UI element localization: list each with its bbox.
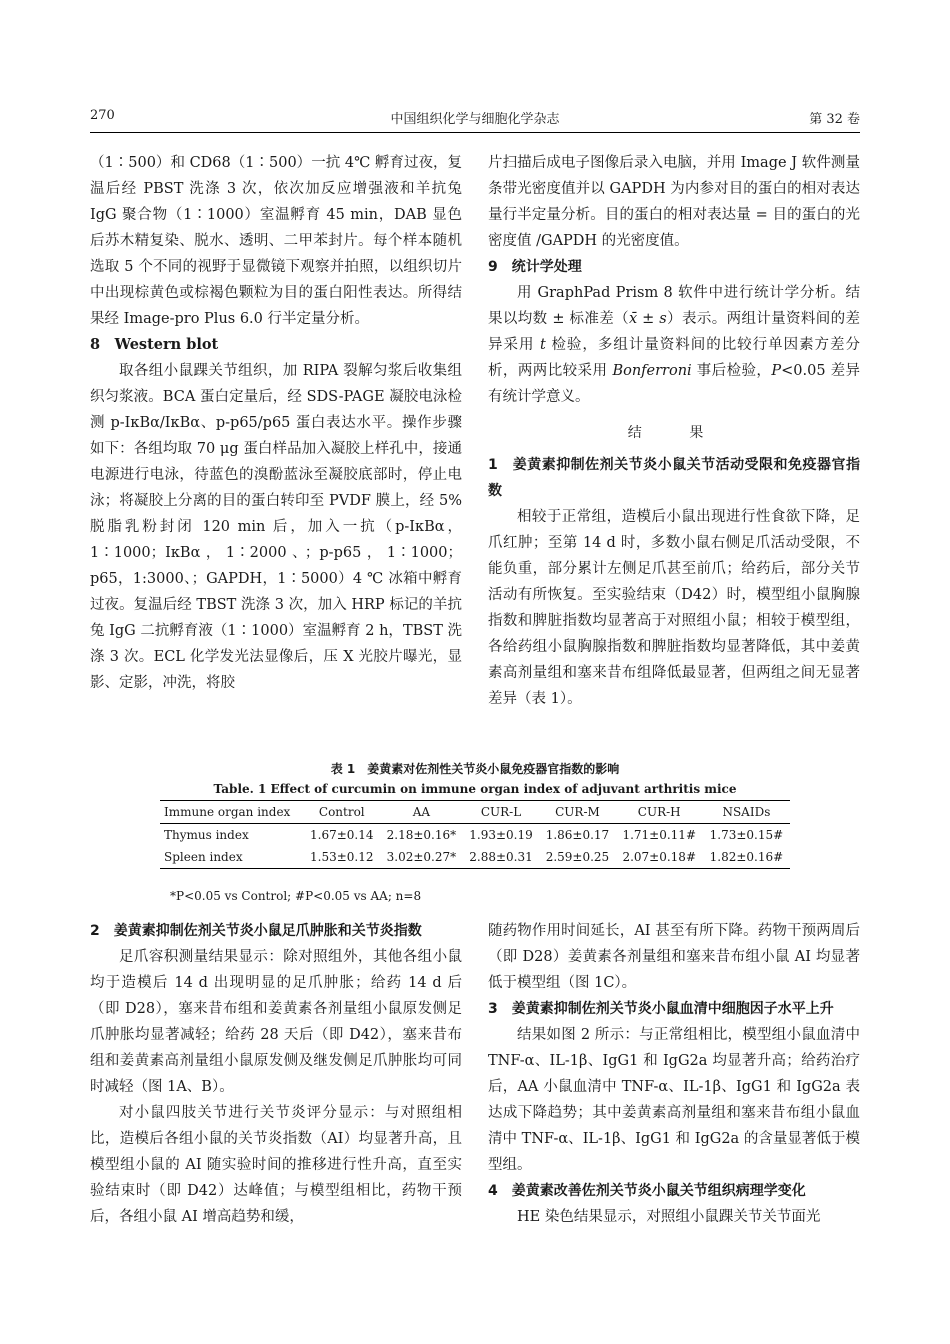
table-cell: 1.82±0.16#: [709, 850, 784, 864]
column-header: Control: [318, 805, 365, 819]
running-header: [90, 108, 860, 128]
table-footnote: *P<0.05 vs Control; #P<0.05 vs AA; n=8: [170, 889, 422, 903]
table-cell: 1.53±0.12: [310, 850, 374, 864]
table-cell: 3.02±0.27*: [386, 850, 457, 864]
table-cell: 1.86±0.17: [545, 828, 610, 842]
paragraph: 结果如图 2 所示：与正常组相比，模型组小鼠血清中 TNF-α、IL-1β、IgG1 和 IgG2a 均显著升高；给药治疗后，AA 小鼠血清中 TNF-α、IL-1β、IgG1 和 IgG2a 表达成下降趋势；其中姜黄素高剂量组和塞来昔布组小鼠血清中 TNF-α、IL-1β、IgG1 和 IgG2a 的含量显著低于模型组。: [488, 1027, 860, 1173]
paragraph: （1∶500）和 CD68（1∶500）一抗 4℃ 孵育过夜，复温后经 PBST 洗涤 3 次，依次加反应增强液和羊抗兔 IgG 聚合物（1∶1000）室温孵育 45 min，DAB 显色后苏木精复染、脱水、透明、二甲苯封片。每个样本随机选取 5 个不同的视野于显微镜下观察并拍照，以组织切片中出现棕黄色或棕褐色颗粒为目的蛋白阳性表达。所得结果经 Image-pro Plus 6.0 行半定量分析。: [90, 155, 462, 327]
results-heading: 结 果: [627, 425, 721, 441]
table-cell: 2.59±0.25: [545, 850, 610, 864]
results-heading-2: 2 姜黄素抑制佐剂关节炎小鼠足爪肿胀和关节炎指数: [90, 923, 422, 939]
paragraph-statistics: 用 GraphPad Prism 8 软件中进行统计学分析。结果以均数 ± 标准差（x̄ ± s）表示。两组计量资料间的差异采用 t 检验，多组计量资料间的比较行单因素方差分析，两两比较采用 Bonferroni 事后检验，P<0.05 差异有统计学意义。: [488, 285, 861, 405]
section-heading-8: 8 Western blot: [90, 336, 219, 353]
table-row: [160, 824, 790, 847]
right-column-bottom: [488, 918, 860, 1230]
paragraph: 对小鼠四肢关节进行关节炎评分显示：与对照组相比，造模后各组小鼠的关节炎指数（AI）均显著升高，且模型组小鼠的 AI 随实验时间的推移进行性升高，直至实验结束时（即 D42）达峰值；与模型组相比，药物干预后，各组小鼠 AI 增高趋势和缓，: [90, 1105, 462, 1225]
table-cell: 2.88±0.31: [469, 850, 533, 864]
right-column-top: [488, 150, 860, 712]
immune-organ-index-table: [160, 800, 790, 869]
results-heading-1: 1 姜黄素抑制佐剂关节炎小鼠关节活动受限和免疫器官指数: [488, 457, 860, 499]
header-rule: [90, 132, 860, 133]
column-header: CUR-L: [480, 805, 522, 819]
paragraph: 片扫描后成电子图像后录入电脑，并用 Image J 软件测量条带光密度值并以 GAPDH 为内参对目的蛋白的相对表达量行半定量分析。目的蛋白的相对表达量 = 目的蛋白的光密度值 /GAPDH 的光密度值。: [488, 155, 860, 249]
table-row: [160, 846, 790, 869]
column-header: NSAIDs: [722, 805, 771, 819]
paragraph: HE 染色结果显示，对照组小鼠踝关节关节面光: [517, 1209, 821, 1225]
left-column-top: [90, 150, 462, 696]
results-heading-4: 4 姜黄素改善佐剂关节炎小鼠关节组织病理学变化: [488, 1183, 806, 1199]
table-caption-en: Table. 1 Effect of curcumin on immune organ index of adjuvant arthritis mice: [213, 782, 737, 796]
table-cell: 2.18±0.16*: [386, 828, 457, 842]
left-column-bottom: [90, 918, 462, 1230]
page-number: 270: [90, 108, 115, 123]
paragraph: 相较于正常组，造模后小鼠出现进行性食欲下降，足爪红肿；至第 14 d 时，多数小鼠右侧足爪活动受限，不能负重，部分累计左侧足爪甚至前爪；给药后，部分关节活动有所恢复。至实验结束（D42）时，模型组小鼠胸腺指数和脾脏指数均显著高于对照组小鼠；相较于模型组，各给药组小鼠胸腺指数和脾脏指数均显著降低，其中姜黄素高剂量组和塞来昔布组降低最显著，但两组之间无显著差异（表 1）。: [488, 509, 860, 707]
table-cell: 2.07±0.18#: [622, 850, 696, 864]
table-cell: 1.71±0.11#: [622, 828, 696, 842]
mean-sd-symbol: x̄ ± s: [629, 311, 667, 327]
table-cell: 1.67±0.14: [310, 828, 374, 842]
table-cell: 1.93±0.19: [469, 828, 533, 842]
table-cell: Spleen index: [164, 850, 243, 864]
paragraph: 随药物作用时间延长，AI 甚至有所下降。药物干预两周后（即 D28）姜黄素各剂量组和塞来昔布组小鼠 AI 均显著低于模型组（图 1C）。: [488, 923, 860, 991]
table-header-row: [160, 801, 790, 824]
table-cell: Thymus index: [164, 828, 249, 842]
section-heading-9: 9 统计学处理: [488, 259, 582, 275]
table-cell: 1.73±0.15#: [709, 828, 784, 842]
volume-label: 第 32 卷: [809, 112, 860, 127]
paragraph: 取各组小鼠踝关节组织，加 RIPA 裂解匀浆后收集组织匀浆液。BCA 蛋白定量后，经 SDS-PAGE 凝胶电泳检测 p-IκBα/IκBα、p-p65/p65 蛋白表达水平。操作步骤如下：各组均取 70 μg 蛋白样品加入凝胶上样孔中，接通电源进行电泳，待蓝色的溴酚蓝泳至凝胶底部时，停止电泳；将凝胶上分离的目的蛋白转印至 PVDF 膜上，经 5% 脱脂乳粉封闭 120 min 后，加入一抗（p-IκBα，1∶1000；IκBα，1∶2000、；p-p65，1∶1000；p65，1:3000、；GAPDH，1∶5000）4 ℃ 冰箱中孵育过夜。复温后经 TBST 洗涤 3 次，加入 HRP 标记的羊抗兔 IgG 二抗孵育液（1∶1000）室温孵育 2 h，TBST 洗涤 3 次。ECL 化学发光法显像后，压 X 光胶片曝光，显影、定影，冲洗，将胶: [90, 363, 462, 691]
table-caption-cn: 表 1 姜黄素对佐剂性关节炎小鼠免疫器官指数的影响: [330, 762, 620, 776]
journal-title: 中国组织化学与细胞化学杂志: [390, 112, 560, 127]
column-header: AA: [412, 805, 431, 819]
column-header: CUR-H: [637, 805, 681, 819]
column-header: CUR-M: [555, 805, 600, 819]
paragraph: 足爪容积测量结果显示：除对照组外，其他各组小鼠均于造模后 14 d 出现明显的足爪肿胀；给药 14 d 后（即 D28），塞来昔布组和姜黄素各剂量组小鼠原发侧足爪肿胀均显著减轻；给药 28 天后（即 D42），塞来昔布组和姜黄素高剂量组小鼠原发侧及继发侧足爪肿胀均可同时减轻（图 1A、B）。: [90, 949, 462, 1095]
column-header: Immune organ index: [164, 805, 291, 819]
results-heading-3: 3 姜黄素抑制佐剂关节炎小鼠血清中细胞因子水平上升: [488, 1001, 834, 1017]
